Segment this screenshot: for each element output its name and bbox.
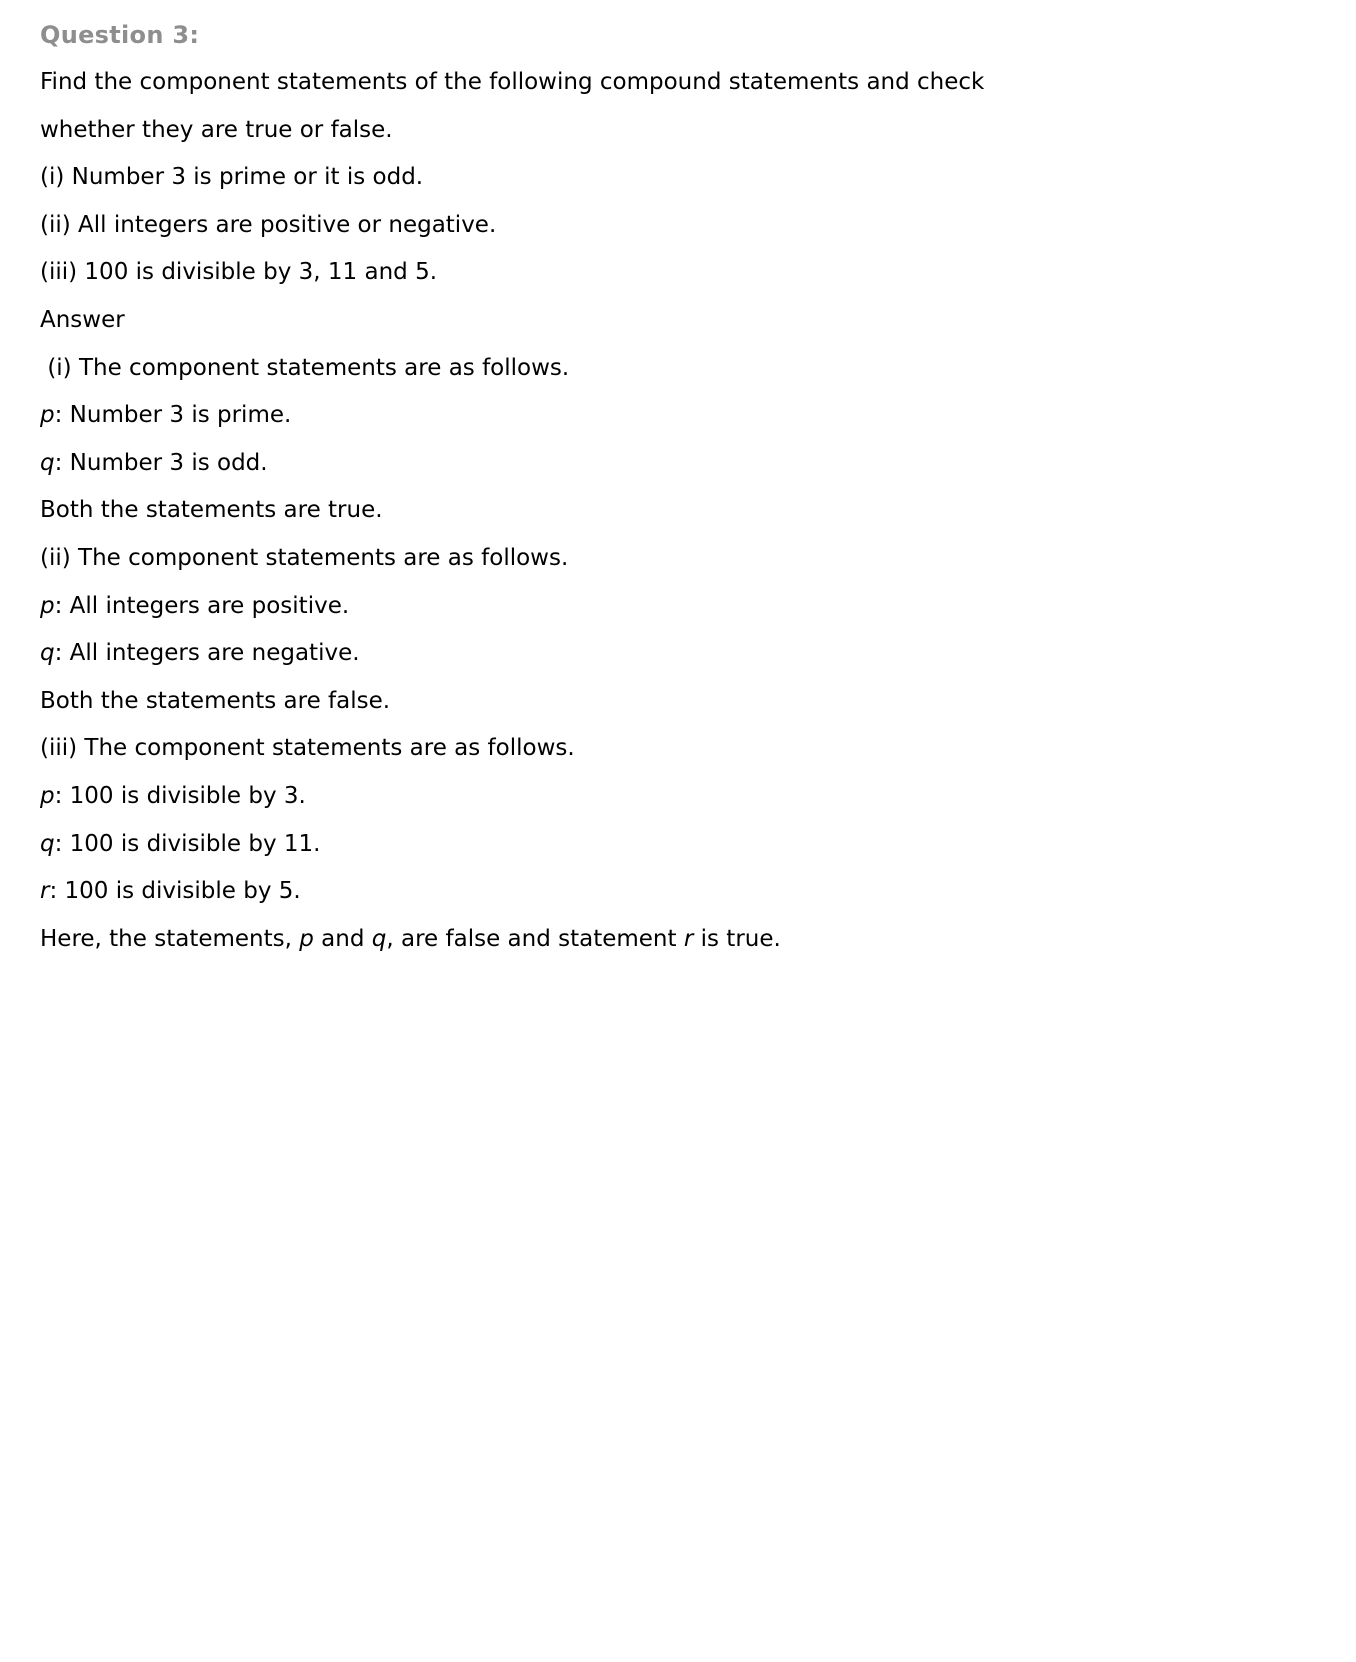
text-segment: Both the statements are true.	[40, 497, 383, 524]
variable-q: q	[40, 640, 55, 667]
final-conclusion	[40, 916, 1316, 964]
text-segment: (ii) The component statements are as follows.	[40, 544, 569, 571]
question-intro-line-1	[40, 59, 1316, 107]
statement-p-part-iii	[40, 773, 1316, 821]
text-segment: (iii) 100 is divisible by 3, 11 and 5.	[40, 259, 438, 286]
variable-p: p	[299, 925, 314, 952]
question-heading: Question 3:	[40, 21, 200, 49]
text-segment: whether they are true or false.	[40, 116, 393, 143]
variable-r: r	[683, 925, 694, 952]
text-segment: (iii) The component statements are as follows.	[40, 735, 575, 762]
question-item-ii	[40, 202, 1316, 250]
text-segment: (ii) All integers are positive or negative.	[40, 211, 497, 238]
variable-p: p	[40, 782, 55, 809]
text-segment: : All integers are positive.	[54, 592, 350, 619]
answer-part-ii-header	[40, 535, 1316, 583]
text-segment: : 100 is divisible by 3.	[54, 782, 306, 809]
statement-q-part-i	[40, 440, 1316, 488]
statement-q-part-iii	[40, 821, 1316, 869]
answer-part-iii-header	[40, 725, 1316, 773]
text-segment: (i) Number 3 is prime or it is odd.	[40, 164, 424, 191]
statement-p-part-i	[40, 392, 1316, 440]
variable-q: q	[40, 449, 55, 476]
question-item-i	[40, 154, 1316, 202]
text-segment: is true.	[693, 925, 781, 952]
question-intro-line-2	[40, 107, 1316, 155]
variable-q: q	[40, 830, 55, 857]
conclusion-part-i	[40, 487, 1316, 535]
text-segment: Find the component statements of the following compound statements and check	[40, 69, 985, 95]
variable-q: q	[371, 925, 387, 952]
text-segment: : All integers are negative.	[54, 640, 360, 667]
variable-p: p	[40, 402, 55, 429]
text-segment: (i) The component statements are as follows.	[40, 354, 570, 381]
answer-part-i-header	[40, 345, 1316, 393]
text-segment: Answer	[40, 306, 125, 333]
text-segment: Both the statements are false.	[40, 687, 391, 714]
answer-label	[40, 297, 1316, 345]
variable-r: r	[40, 878, 50, 905]
text-segment: : Number 3 is prime.	[54, 402, 292, 429]
question-item-iii	[40, 249, 1316, 297]
statement-r-part-iii	[40, 868, 1316, 916]
variable-p: p	[40, 592, 55, 619]
text-segment: , are false and statement	[386, 925, 684, 952]
text-segment: : 100 is divisible by 11.	[54, 830, 321, 857]
statement-q-part-ii	[40, 630, 1316, 678]
text-segment: and	[313, 925, 372, 952]
statement-p-part-ii	[40, 583, 1316, 631]
text-segment: Here, the statements,	[40, 925, 300, 952]
conclusion-part-ii	[40, 678, 1316, 726]
text-segment: : Number 3 is odd.	[54, 449, 268, 476]
text-segment: : 100 is divisible by 5.	[49, 878, 301, 905]
